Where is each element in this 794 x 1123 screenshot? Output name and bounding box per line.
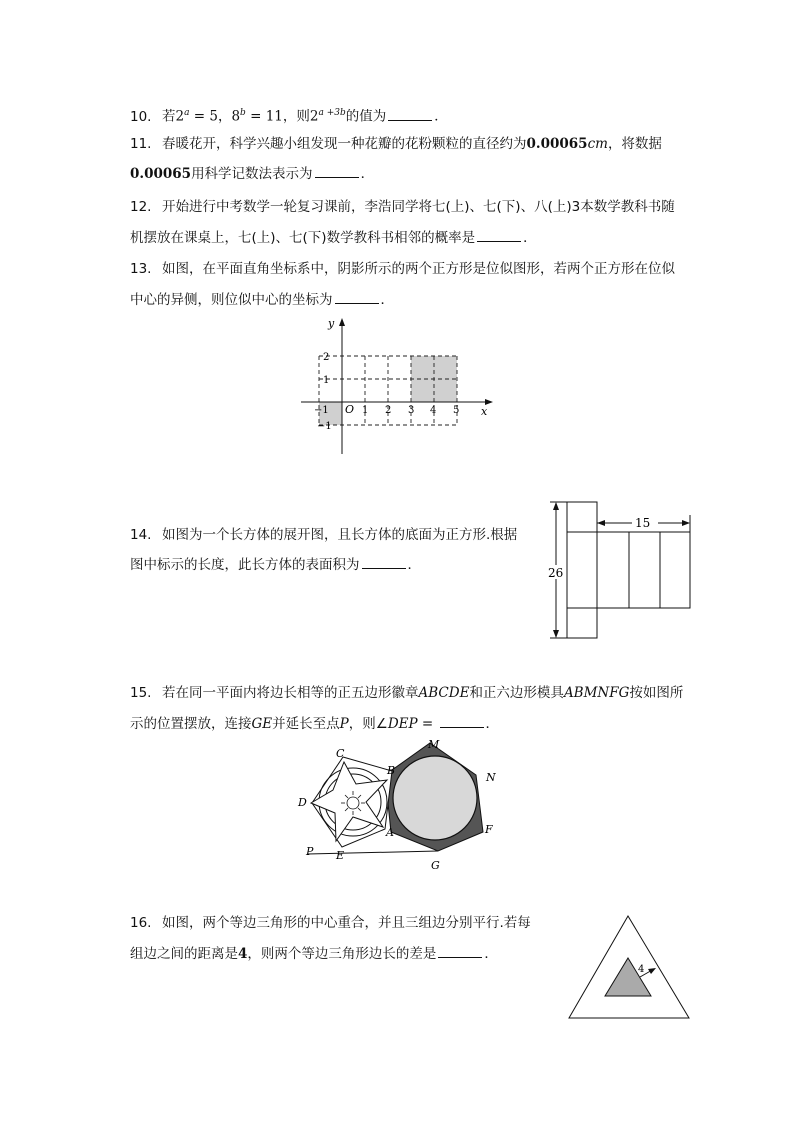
question-11: 11. 春暖花开，科学兴趣小组发现一种花瓣的花粉颗粒的直径约为0.00065cm，将数据 (130, 136, 662, 152)
answer-blank[interactable] (477, 229, 521, 242)
label-a: A (386, 826, 394, 839)
answer-blank[interactable] (440, 715, 484, 728)
question-number: 13. (130, 261, 152, 277)
question-13-line-2: 中心的异侧，则位似中心的坐标为 ． (130, 292, 394, 308)
question-15: 15. 若在同一平面内将边长相等的正五边形徽章ABCDE和正六边形模具ABMNFG按如图所 (130, 685, 684, 701)
x-tick-label: 3 (408, 405, 415, 416)
x-tick-label: 4 (430, 405, 437, 416)
label-f: F (485, 823, 493, 836)
question-number: 14. (130, 527, 152, 543)
question-10: 10. 若$2^a = 5$，$8^b = 11$，则$2^{a +3b}$的值为 ． (130, 108, 448, 125)
coordinate-figure (295, 312, 505, 460)
x-tick-label: 2 (385, 405, 392, 416)
question-number: 16. (130, 915, 152, 931)
label-g: G (431, 859, 440, 872)
question-12-line-2: 机摆放在课桌上，七(上)、七(下)数学教科书相邻的概率是 ． (130, 230, 537, 246)
net-top-face (567, 502, 597, 532)
label-n: N (486, 771, 496, 784)
question-14: 14. 如图为一个长方体的展开图，且长方体的底面为正方形.根据 (130, 527, 518, 543)
label-p: P (306, 845, 314, 858)
label-m: M (428, 738, 440, 751)
label-e: E (336, 849, 345, 862)
cuboid-net-figure (540, 495, 700, 645)
question-16: 16. 如图，两个等边三角形的中心重合，并且三组边分别平行.若每 (130, 915, 531, 931)
x-tick-label: −1 (314, 405, 329, 416)
triangles-figure (565, 912, 695, 1024)
question-number: 15. (130, 685, 152, 701)
question-14-line-2: 图中标示的长度，此长方体的表面积为 ． (130, 557, 421, 573)
label-c: C (336, 747, 345, 760)
answer-blank[interactable] (335, 291, 379, 304)
answer-blank[interactable] (388, 108, 432, 121)
answer-blank[interactable] (438, 945, 482, 958)
height-label: 26 (548, 566, 564, 580)
y-tick-label: 2 (323, 352, 330, 363)
x-tick-label: 5 (453, 405, 460, 416)
line-gep (308, 851, 438, 854)
answer-blank[interactable] (362, 556, 406, 569)
y-axis-arrow (339, 318, 345, 326)
label-d: D (298, 796, 307, 809)
y-tick-label: −1 (317, 421, 332, 432)
question-number: 12. (130, 199, 152, 215)
question-16-line-2: 组边之间的距离是4，则两个等边三角形边长的差是 ． (130, 946, 498, 962)
question-12: 12. 开始进行中考数学一轮复习课前，李浩同学将七(上)、七(下)、八(上)3本数学教科书随 (130, 199, 675, 215)
question-15-line-2: 示的位置摆放，连接GE并延长至点P，则∠DEP = ． (130, 716, 500, 732)
origin-label: O (345, 403, 355, 416)
question-13: 13. 如图，在平面直角坐标系中，阴影所示的两个正方形是位似图形，若两个正方形在位似 (130, 261, 675, 277)
question-number: 11. (130, 136, 152, 152)
pentagon-hexagon-figure (290, 735, 510, 875)
net-bottom-face (567, 608, 597, 638)
width-label: 15 (635, 516, 651, 530)
y-tick-label: 1 (323, 375, 330, 386)
question-11-line-2: 0.00065用科学记数法表示为 ． (130, 166, 375, 182)
label-b: B (387, 764, 396, 777)
answer-blank[interactable] (315, 165, 359, 178)
x-tick-label: 1 (362, 405, 369, 416)
question-number: 10. (130, 108, 152, 125)
x-axis-label: x (481, 405, 488, 418)
distance-label: 4 (638, 964, 645, 975)
hexagon-inner-circle (393, 756, 477, 840)
y-axis-label: y (328, 317, 335, 330)
